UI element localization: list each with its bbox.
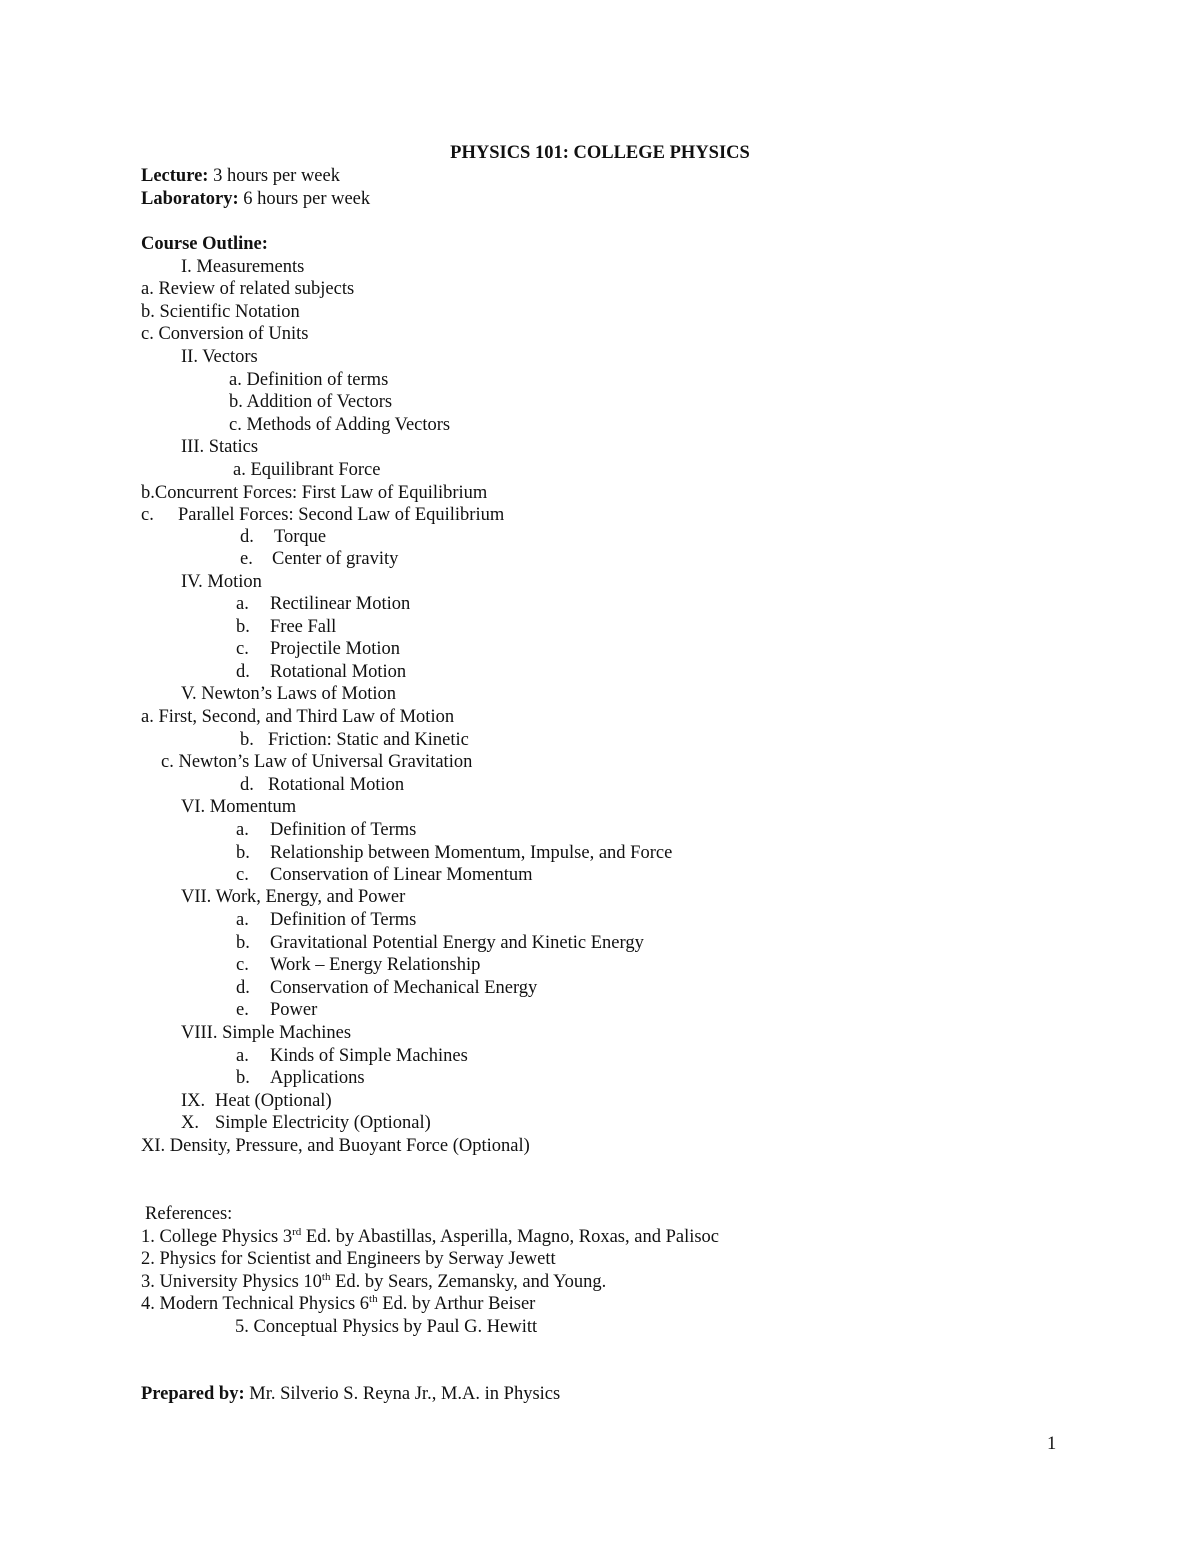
outline-topic-momentum: VI. Momentum: [181, 797, 297, 817]
outline-subitem-marker: c.: [236, 639, 249, 659]
outline-topic-heat: Heat (Optional): [215, 1091, 332, 1111]
outline-subitem: c. Conversion of Units: [141, 324, 309, 344]
outline-subitem: Rectilinear Motion: [270, 594, 411, 614]
outline-subitem: Power: [270, 1000, 318, 1020]
outline-topic-newton: V. Newton’s Laws of Motion: [181, 684, 396, 704]
references-heading: References:: [145, 1204, 233, 1224]
outline-subitem-marker: b.: [236, 933, 250, 953]
course-title: PHYSICS 101: COLLEGE PHYSICS: [450, 143, 750, 163]
outline-subitem: Applications: [270, 1068, 365, 1088]
outline-subitem-marker: a.: [236, 1046, 249, 1066]
outline-subitem: Gravitational Potential Energy and Kinetic Energy: [270, 933, 644, 953]
outline-subitem-marker: d.: [236, 978, 250, 998]
page-number: 1: [1047, 1434, 1057, 1454]
outline-subitem: Kinds of Simple Machines: [270, 1046, 468, 1066]
reference-item: 1. College Physics 3rd Ed. by Abastillas, Asperilla, Magno, Roxas, and Palisoc: [141, 1225, 720, 1247]
outline-topic-marker: IX.: [181, 1091, 206, 1111]
outline-subitem: Parallel Forces: Second Law of Equilibrium: [178, 505, 505, 525]
outline-subitem-marker: a.: [236, 594, 249, 614]
outline-subitem: c. Newton’s Law of Universal Gravitation: [161, 752, 473, 772]
outline-subitem: Projectile Motion: [270, 639, 400, 659]
outline-subitem: b. Addition of Vectors: [229, 392, 393, 412]
outline-subitem: a. First, Second, and Third Law of Motion: [141, 707, 455, 727]
lecture-label: Lecture:: [141, 166, 209, 186]
outline-subitem: a. Equilibrant Force: [233, 460, 381, 480]
outline-subitem: Rotational Motion: [268, 775, 405, 795]
outline-subitem: Work – Energy Relationship: [270, 955, 481, 975]
course-outline-heading: Course Outline:: [141, 234, 268, 254]
outline-subitem-marker: c.: [236, 955, 249, 975]
reference-item: 4. Modern Technical Physics 6th Ed. by Arthur Beiser: [141, 1292, 536, 1314]
lecture-value: 3 hours per week: [208, 166, 340, 186]
outline-topic-measurements: I. Measurements: [181, 257, 305, 277]
outline-subitem-marker: b.: [236, 617, 250, 637]
outline-subitem: Definition of Terms: [270, 910, 417, 930]
outline-topic-motion: IV. Motion: [181, 572, 262, 592]
outline-subitem: Rotational Motion: [270, 662, 407, 682]
outline-topic-marker: X.: [181, 1113, 199, 1133]
prepared-by-value: Mr. Silverio S. Reyna Jr., M.A. in Physics: [244, 1384, 561, 1404]
outline-topic-statics: III. Statics: [181, 437, 259, 457]
reference-item: 2. Physics for Scientist and Engineers by Serway Jewett: [141, 1249, 556, 1269]
outline-subitem: a. Definition of terms: [229, 370, 389, 390]
outline-subitem: c. Methods of Adding Vectors: [229, 415, 451, 435]
outline-subitem-marker: a.: [236, 910, 249, 930]
outline-subitem: Torque: [274, 527, 327, 547]
outline-subitem: a. Review of related subjects: [141, 279, 355, 299]
prepared-by-line: [141, 1383, 560, 1405]
outline-topic-density: XI. Density, Pressure, and Buoyant Force (Optional): [141, 1136, 530, 1156]
outline-topic-work: VII. Work, Energy, and Power: [181, 887, 406, 907]
outline-subitem: Friction: Static and Kinetic: [268, 730, 469, 750]
prepared-by-label: Prepared by:: [141, 1384, 245, 1404]
outline-topic-vectors: II. Vectors: [181, 347, 258, 367]
outline-subitem-marker: e.: [240, 549, 253, 569]
laboratory-label: Laboratory:: [141, 189, 239, 209]
outline-subitem-marker: d.: [240, 775, 254, 795]
outline-subitem: Definition of Terms: [270, 820, 417, 840]
outline-subitem-marker: d.: [240, 527, 254, 547]
outline-subitem: Conservation of Linear Momentum: [270, 865, 533, 885]
outline-subitem-marker: c.: [141, 505, 154, 525]
outline-topic-electricity: Simple Electricity (Optional): [215, 1113, 431, 1133]
laboratory-value: 6 hours per week: [238, 189, 371, 209]
outline-subitem: b. Scientific Notation: [141, 302, 300, 322]
outline-subitem-marker: a.: [236, 820, 249, 840]
outline-subitem: Relationship between Momentum, Impulse, and Force: [270, 843, 673, 863]
reference-item: 5. Conceptual Physics by Paul G. Hewitt: [235, 1317, 538, 1337]
outline-subitem-marker: c.: [236, 865, 249, 885]
outline-subitem-marker: d.: [236, 662, 250, 682]
outline-subitem-marker: b.: [236, 1068, 250, 1088]
laboratory-line: [141, 188, 370, 210]
lecture-line: [141, 165, 340, 187]
reference-item: 3. University Physics 10th Ed. by Sears, Zemansky, and Young.: [141, 1270, 607, 1292]
outline-subitem-marker: b.: [240, 730, 254, 750]
outline-topic-machines: VIII. Simple Machines: [181, 1023, 352, 1043]
outline-subitem: Conservation of Mechanical Energy: [270, 978, 538, 998]
outline-subitem-marker: e.: [236, 1000, 249, 1020]
outline-subitem: Free Fall: [270, 617, 337, 637]
outline-subitem-marker: b.: [236, 843, 250, 863]
outline-subitem: b.Concurrent Forces: First Law of Equilibrium: [141, 483, 488, 503]
outline-subitem: Center of gravity: [272, 549, 399, 569]
